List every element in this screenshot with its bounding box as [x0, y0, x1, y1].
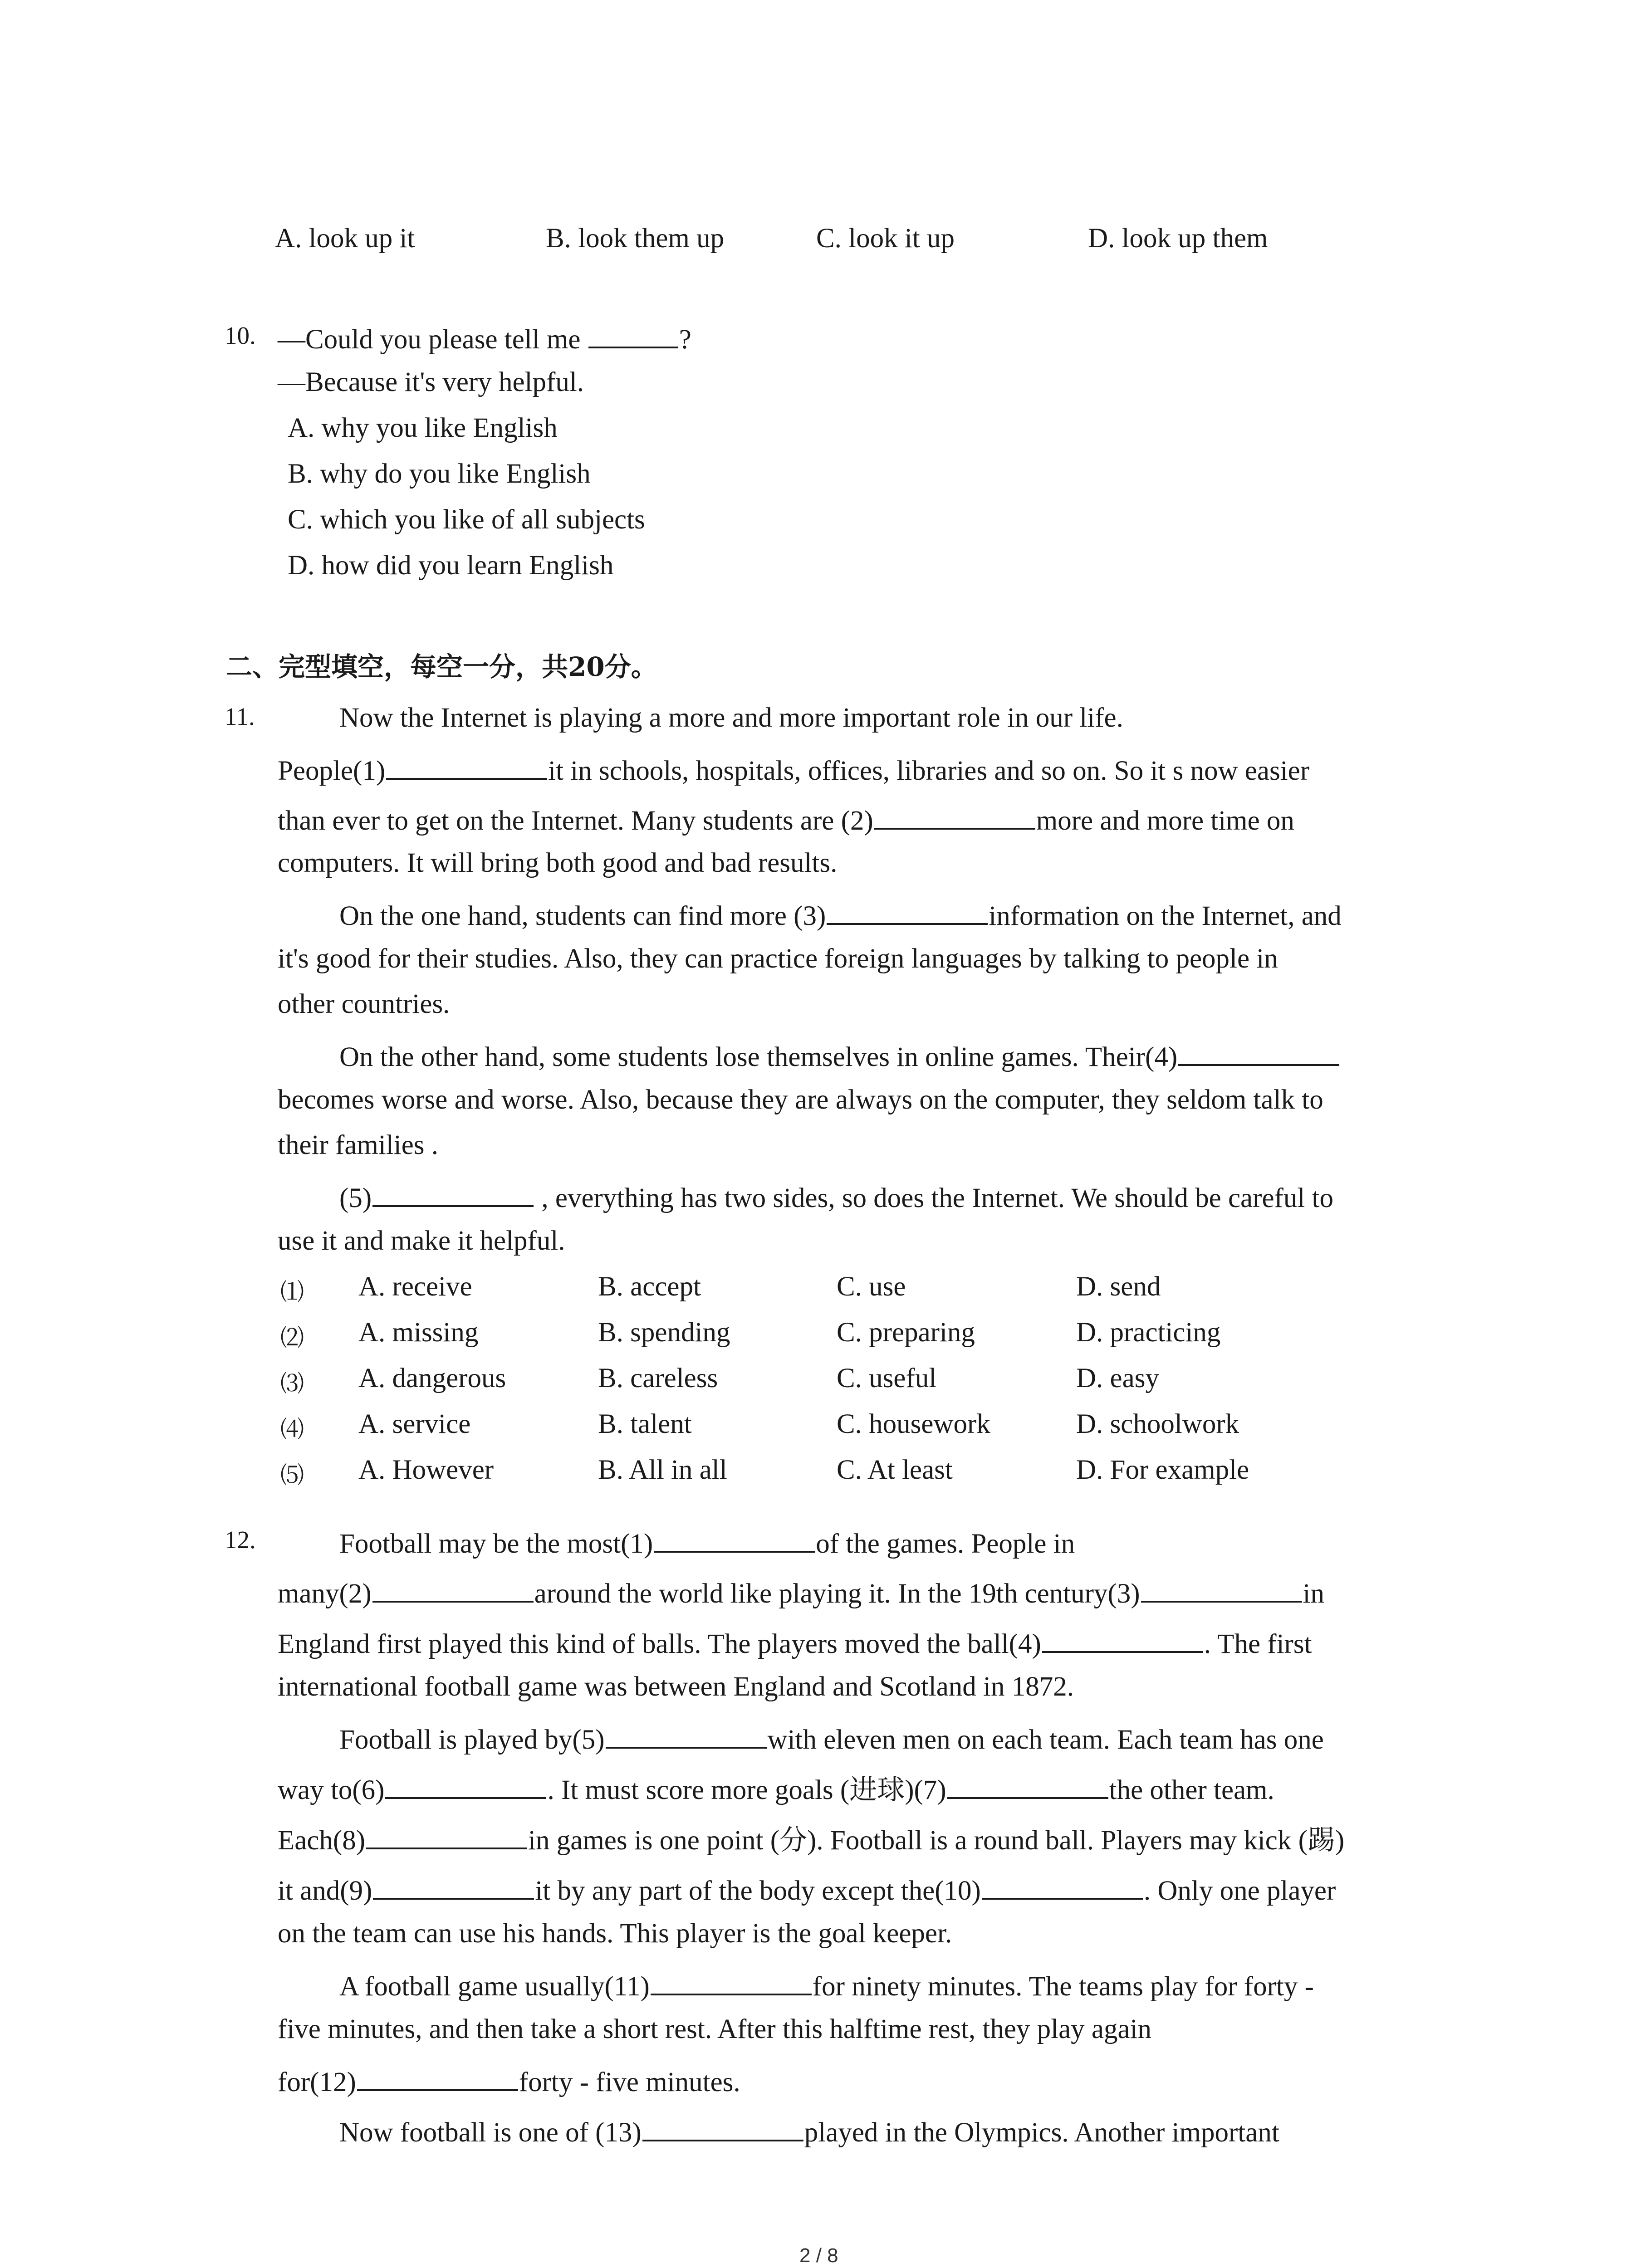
section-heading: 二、完型填空，每空一分，共20分。 [226, 651, 657, 682]
q11-passage-line [278, 945, 1278, 973]
answer-blank [947, 1774, 1108, 1799]
q12-number: 12. [225, 1526, 256, 1554]
q11-passage-line [339, 704, 1123, 732]
q11-passage-line [278, 754, 1309, 785]
q9-option-a: A. look up it [275, 223, 415, 254]
q12-passage-line [278, 2015, 1151, 2043]
passage-text: computers. It will bring both good and bad results. [278, 848, 838, 878]
q12-passage-line [278, 1577, 1324, 1608]
answer-blank [606, 1723, 767, 1749]
q12-passage-line [278, 1920, 952, 1947]
passage-text: it in schools, hospitals, offices, libraries and so on. So it s now easier [548, 756, 1310, 786]
choice-option: C. At least [837, 1455, 953, 1485]
q10-question-mark: ? [679, 324, 691, 355]
choice-option: B. accept [598, 1271, 701, 1302]
passage-text: it and(9) [278, 1876, 372, 1906]
choice-option: A. However [358, 1455, 494, 1485]
answer-blank [982, 1874, 1143, 1900]
passage-text: way to(6) [278, 1775, 385, 1805]
answer-blank [651, 1970, 812, 1995]
q10-question-line [278, 323, 691, 353]
q12-passage-line [339, 1970, 1314, 2000]
choice-option: C. housework [837, 1409, 990, 1439]
answer-blank [386, 754, 547, 780]
q12-passage-line [278, 1628, 1312, 1658]
passage-text: . The first [1204, 1629, 1312, 1659]
passage-text: . It must score more goals (进球)(7) [547, 1775, 946, 1805]
passage-text: of the games. People in [816, 1529, 1075, 1559]
passage-text: their families . [278, 1130, 439, 1160]
q12-passage-line [278, 1774, 1274, 1804]
passage-text: (5) [339, 1183, 372, 1213]
passage-text: becomes worse and worse. Also, because they are always on the computer, they seldom talk to [278, 1085, 1323, 1115]
choice-option: A. service [358, 1409, 471, 1439]
q11-passage-line [278, 990, 450, 1018]
passage-text: it's good for their studies. Also, they can practice foreign languages by talking to people in [278, 943, 1278, 974]
q12-passage-line [339, 1527, 1075, 1558]
passage-text: On the one hand, students can find more (3) [339, 901, 826, 931]
choice-number: ⑸ [280, 1462, 304, 1489]
passage-text: Now football is one of (13) [339, 2117, 642, 2148]
passage-text: for(12) [278, 2067, 356, 2097]
passage-text: People(1) [278, 756, 386, 786]
q12-passage-line [278, 1824, 1344, 1854]
answer-blank [372, 1577, 534, 1603]
page-number: 2 / 8 [799, 2244, 838, 2267]
passage-text: many(2) [278, 1579, 372, 1609]
q9-option-d: D. look up them [1088, 223, 1268, 254]
passage-text: . Only one player [1143, 1876, 1336, 1906]
passage-text: Football is played by(5) [339, 1725, 605, 1755]
passage-text: more and more time on [1036, 806, 1294, 836]
passage-text: other countries. [278, 989, 450, 1019]
answer-blank [1042, 1628, 1203, 1653]
q12-passage-line [339, 1723, 1324, 1754]
answer-blank [372, 1182, 534, 1207]
passage-text: played in the Olympics. Another important [804, 2117, 1279, 2148]
passage-text: A football game usually(11) [339, 1971, 650, 2002]
q11-passage-line [339, 1182, 1333, 1212]
choice-option: A. receive [358, 1271, 472, 1302]
q10-option-a: A. why you like English [288, 413, 558, 443]
passage-text: Football may be the most(1) [339, 1529, 653, 1559]
passage-text: forty - five minutes. [519, 2067, 740, 2097]
choice-option: B. All in all [598, 1455, 727, 1485]
answer-blank [385, 1774, 546, 1799]
q11-number: 11. [225, 703, 255, 730]
choice-number: ⑵ [280, 1325, 304, 1352]
choice-option: A. missing [358, 1317, 479, 1348]
q12-passage-line [278, 1874, 1336, 1905]
choice-number: ⑴ [280, 1279, 304, 1306]
q11-passage-line [278, 1227, 565, 1255]
answer-blank [642, 2116, 803, 2141]
passage-text: the other team. [1109, 1775, 1274, 1805]
passage-text: on the team can use his hands. This player is the goal keeper. [278, 1918, 952, 1949]
q11-passage-line [339, 899, 1342, 930]
passage-text: international football game was between England and Scotland in 1872. [278, 1672, 1074, 1702]
choice-option: D. easy [1076, 1363, 1159, 1393]
choice-option: D. schoolwork [1076, 1409, 1239, 1439]
q10-answer-line: —Because it's very helpful. [278, 367, 584, 397]
q11-passage-line [278, 1131, 438, 1159]
passage-text: around the world like playing it. In the 19th century(3) [534, 1579, 1140, 1609]
answer-blank [357, 2066, 518, 2091]
answer-blank [588, 323, 678, 348]
passage-text: than ever to get on the Internet. Many students are (2) [278, 806, 873, 836]
choice-option: C. useful [837, 1363, 937, 1393]
q11-passage-line [278, 1086, 1323, 1114]
answer-blank [827, 899, 988, 925]
q9-option-b: B. look them up [546, 223, 725, 254]
choice-number: ⑷ [280, 1416, 304, 1443]
answer-blank [1178, 1041, 1339, 1066]
q10-question-text: —Could you please tell me [278, 324, 588, 355]
passage-text: with eleven men on each team. Each team has one [767, 1725, 1324, 1755]
q10-option-c: C. which you like of all subjects [288, 504, 645, 535]
choice-option: D. For example [1076, 1455, 1249, 1485]
q10-option-d: D. how did you learn English [288, 550, 614, 581]
choice-option: A. dangerous [358, 1363, 506, 1393]
answer-blank [1141, 1577, 1302, 1603]
passage-text: England first played this kind of balls. The players moved the ball(4) [278, 1629, 1041, 1659]
q9-option-c: C. look it up [816, 223, 955, 254]
q10-option-b: B. why do you like English [288, 459, 591, 489]
passage-text: it by any part of the body except the(10) [535, 1876, 981, 1906]
passage-text: for ninety minutes. The teams play for forty - [812, 1971, 1314, 2002]
choice-option: D. practicing [1076, 1317, 1221, 1348]
answer-blank [654, 1527, 815, 1553]
passage-text: , everything has two sides, so does the Internet. We should be careful to [534, 1183, 1333, 1213]
passage-text: use it and make it helpful. [278, 1226, 565, 1256]
answer-blank [373, 1874, 534, 1900]
q12-passage-line [278, 2066, 740, 2096]
passage-text: information on the Internet, and [989, 901, 1342, 931]
q11-passage-line [278, 849, 837, 877]
passage-text: Each(8) [278, 1825, 366, 1856]
passage-text: in games is one point (分). Football is a round ball. Players may kick (踢) [528, 1825, 1345, 1856]
q12-passage-line [278, 1673, 1074, 1701]
passage-text: Now the Internet is playing a more and more important role in our life. [339, 703, 1123, 733]
choice-option: D. send [1076, 1271, 1161, 1302]
answer-blank [874, 804, 1035, 830]
q12-passage-line [339, 2116, 1279, 2146]
q10-number: 10. [225, 322, 256, 349]
passage-text: On the other hand, some students lose themselves in online games. Their(4) [339, 1042, 1178, 1072]
passage-text: five minutes, and then take a short rest. After this halftime rest, they play again [278, 2014, 1152, 2044]
choice-option: B. careless [598, 1363, 718, 1393]
answer-blank [366, 1824, 527, 1849]
choice-option: C. preparing [837, 1317, 975, 1348]
passage-text: in [1303, 1579, 1324, 1609]
q11-passage-line [339, 1041, 1340, 1071]
choice-option: B. spending [598, 1317, 730, 1348]
choice-number: ⑶ [280, 1370, 304, 1398]
choice-option: C. use [837, 1271, 906, 1302]
q11-passage-line [278, 804, 1294, 835]
choice-option: B. talent [598, 1409, 692, 1439]
